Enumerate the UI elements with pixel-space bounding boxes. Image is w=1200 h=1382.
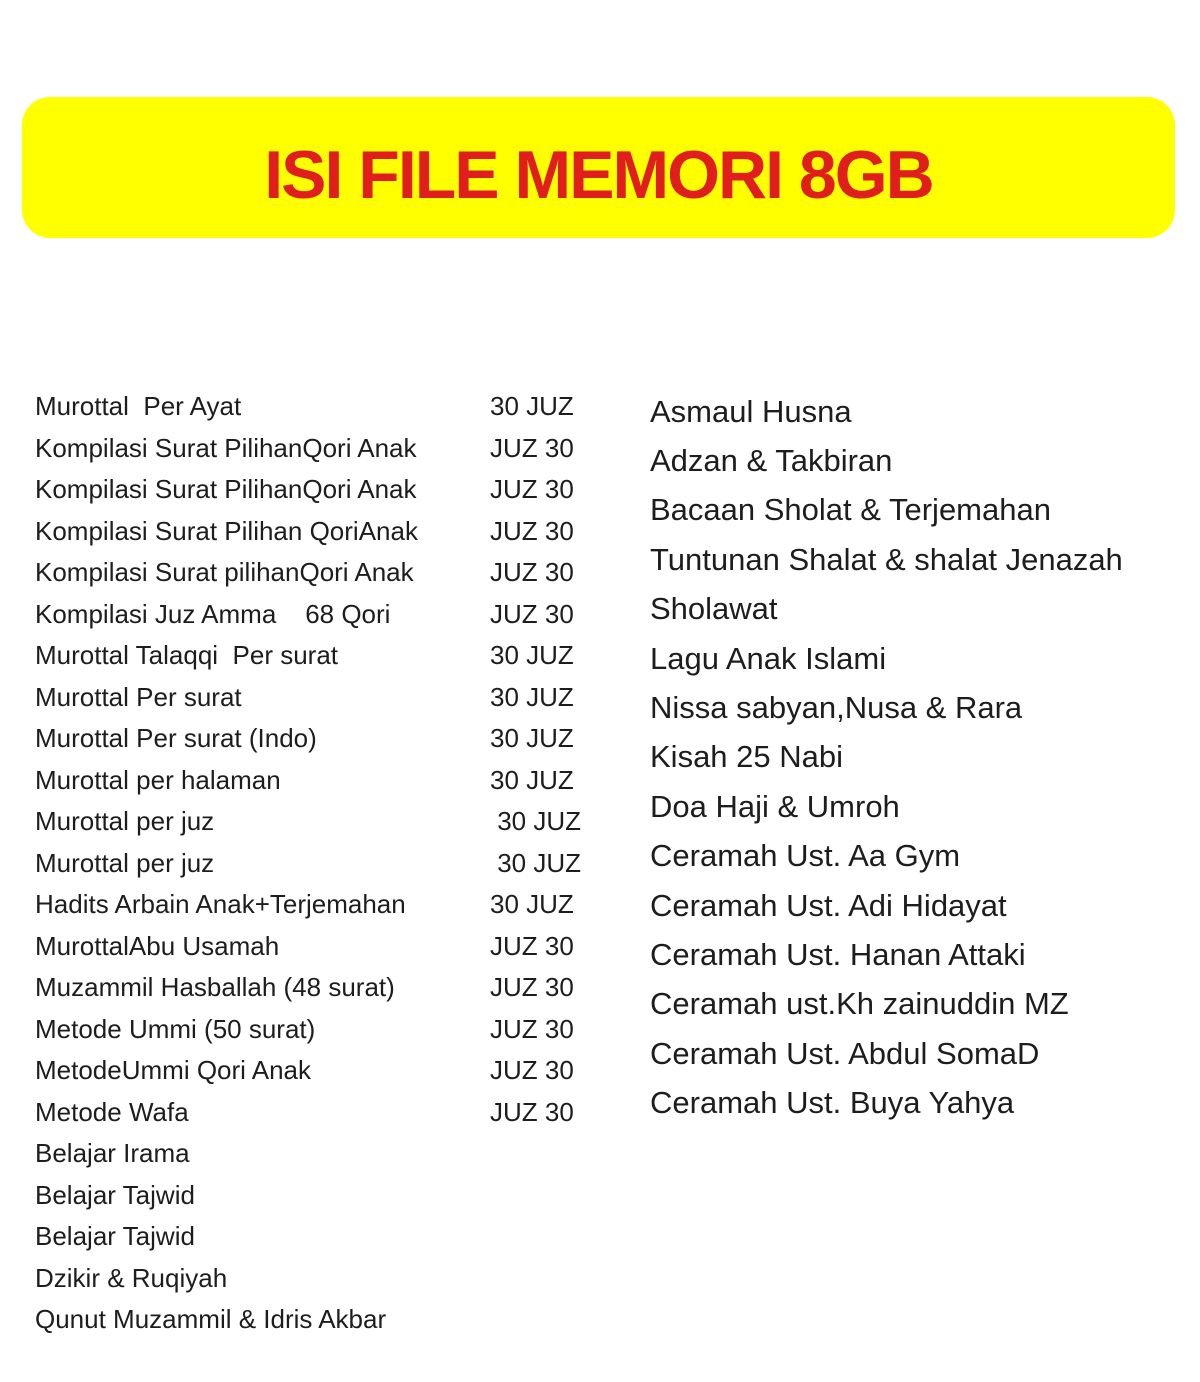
item-label: Murottal Per surat xyxy=(35,681,242,712)
list-item xyxy=(35,635,610,677)
list-item xyxy=(35,386,610,428)
item-value: 30 JUZ xyxy=(490,847,582,878)
item-value: JUZ 30 xyxy=(490,972,574,1003)
list-item xyxy=(35,1092,610,1134)
list-item xyxy=(650,585,1190,634)
list-item xyxy=(35,1050,610,1092)
list-item xyxy=(35,967,610,1009)
list-item xyxy=(650,733,1190,782)
list-item xyxy=(35,469,610,511)
list-item xyxy=(35,1133,610,1175)
item-value: JUZ 30 xyxy=(490,432,574,463)
item-value: JUZ 30 xyxy=(490,474,574,505)
item-label: Kompilasi Surat PilihanQori Anak xyxy=(35,474,417,505)
item-label: Murottal per juz xyxy=(35,806,215,837)
list-item xyxy=(35,801,610,843)
item-label: Belajar Irama xyxy=(35,1138,190,1169)
item-label: Doa Haji & Umroh xyxy=(650,788,900,824)
file-list-left-column xyxy=(35,386,610,1341)
page-title: ISI FILE MEMORI 8GB xyxy=(264,136,933,213)
list-item xyxy=(35,1009,610,1051)
list-item xyxy=(650,930,1190,979)
list-item xyxy=(650,1029,1190,1078)
item-label: Ceramah Ust. Abdul SomaD xyxy=(650,1035,1040,1071)
item-label: Adzan & Takbiran xyxy=(650,443,893,479)
list-item xyxy=(650,881,1190,930)
item-label: Nissa sabyan,Nusa & Rara xyxy=(650,690,1023,726)
item-value: 30 JUZ xyxy=(490,640,574,671)
list-item xyxy=(650,387,1190,436)
header-banner xyxy=(22,97,1175,238)
item-value: JUZ 30 xyxy=(490,1096,574,1127)
item-value: JUZ 30 xyxy=(490,930,574,961)
item-label: Sholawat xyxy=(650,591,778,627)
item-label: Kompilasi Juz Amma 68 Qori xyxy=(35,598,391,629)
item-value: 30 JUZ xyxy=(490,889,574,920)
item-value: 30 JUZ xyxy=(490,764,574,795)
item-label: Metode Ummi (50 surat) xyxy=(35,1013,316,1044)
item-value: JUZ 30 xyxy=(490,515,574,546)
list-item xyxy=(650,980,1190,1029)
item-label: Murottal Per surat (Indo) xyxy=(35,723,317,754)
item-label: Ceramah Ust. Adi Hidayat xyxy=(650,887,1007,923)
item-label: Qunut Muzammil & Idris Akbar xyxy=(35,1304,387,1335)
item-value: 30 JUZ xyxy=(490,723,574,754)
item-label: Kisah 25 Nabi xyxy=(650,739,844,775)
list-item xyxy=(35,718,610,760)
list-item xyxy=(35,511,610,553)
list-item xyxy=(650,683,1190,732)
list-item xyxy=(35,1216,610,1258)
list-item xyxy=(35,1175,610,1217)
item-value: JUZ 30 xyxy=(490,1013,574,1044)
item-label: Murottal per halaman xyxy=(35,764,281,795)
item-label: Lagu Anak Islami xyxy=(650,640,887,676)
list-item xyxy=(35,594,610,636)
list-item xyxy=(35,1258,610,1300)
list-item xyxy=(35,677,610,719)
item-label: Ceramah Ust. Buya Yahya xyxy=(650,1085,1015,1121)
item-label: Ceramah Ust. Aa Gym xyxy=(650,838,961,874)
item-value: JUZ 30 xyxy=(490,557,574,588)
item-label: Kompilasi Surat pilihanQori Anak xyxy=(35,557,414,588)
item-label: Kompilasi Surat PilihanQori Anak xyxy=(35,432,417,463)
item-label: Murottal Per Ayat xyxy=(35,391,242,422)
item-label: Muzammil Hasballah (48 surat) xyxy=(35,972,395,1003)
item-value: 30 JUZ xyxy=(490,391,574,422)
item-label: Tuntunan Shalat & shalat Jenazah xyxy=(650,541,1123,577)
item-label: Asmaul Husna xyxy=(650,393,852,429)
item-label: Ceramah Ust. Hanan Attaki xyxy=(650,936,1026,972)
list-item xyxy=(35,428,610,470)
list-item xyxy=(650,486,1190,535)
list-item xyxy=(35,884,610,926)
list-item xyxy=(35,760,610,802)
item-label: MetodeUmmi Qori Anak xyxy=(35,1055,311,1086)
list-item xyxy=(650,634,1190,683)
list-item xyxy=(650,535,1190,584)
list-item xyxy=(650,832,1190,881)
list-item xyxy=(35,926,610,968)
list-item xyxy=(650,782,1190,831)
list-item xyxy=(35,843,610,885)
item-value: 30 JUZ xyxy=(490,806,582,837)
item-label: Belajar Tajwid xyxy=(35,1179,195,1210)
item-label: Murottal per juz xyxy=(35,847,215,878)
item-value: JUZ 30 xyxy=(490,1055,574,1086)
item-label: Dzikir & Ruqiyah xyxy=(35,1262,228,1293)
list-item xyxy=(650,1078,1190,1127)
file-list-right-column xyxy=(650,387,1190,1128)
item-label: Kompilasi Surat Pilihan QoriAnak xyxy=(35,515,418,546)
list-item xyxy=(650,436,1190,485)
item-value: JUZ 30 xyxy=(490,598,574,629)
item-label: Murottal Talaqqi Per surat xyxy=(35,640,338,671)
item-label: Belajar Tajwid xyxy=(35,1221,195,1252)
list-item xyxy=(35,1299,610,1341)
item-value: 30 JUZ xyxy=(490,681,574,712)
item-label: Ceramah ust.Kh zainuddin MZ xyxy=(650,986,1069,1022)
list-item xyxy=(35,552,610,594)
item-label: Metode Wafa xyxy=(35,1096,189,1127)
item-label: Bacaan Sholat & Terjemahan xyxy=(650,492,1051,528)
item-label: Hadits Arbain Anak+Terjemahan xyxy=(35,889,406,920)
item-label: MurottalAbu Usamah xyxy=(35,930,280,961)
